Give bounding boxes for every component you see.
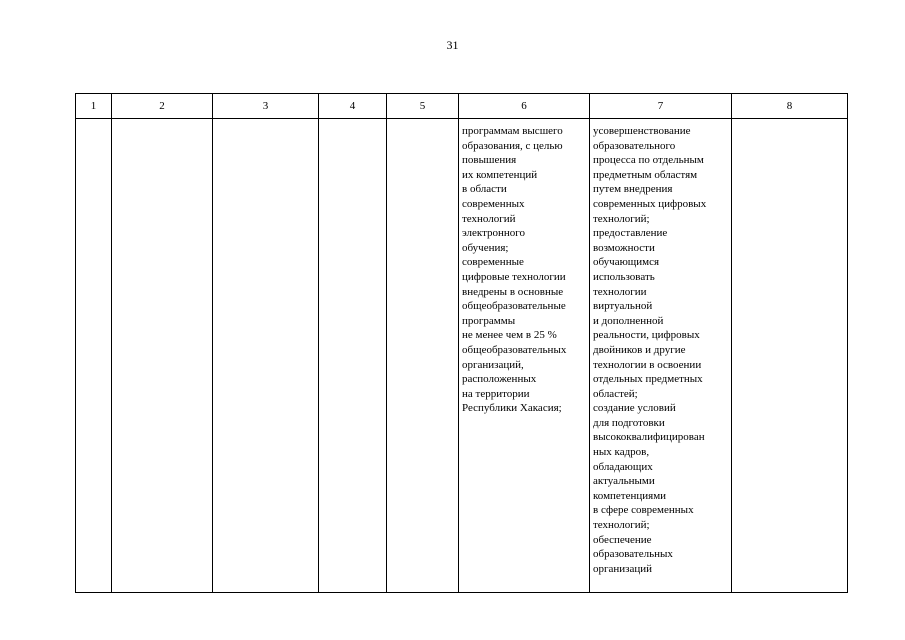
col-6-text-line: образования, с целью: [462, 139, 563, 152]
header-cell-5: 5: [387, 94, 459, 119]
cell-col-7-text: [590, 119, 731, 576]
col-6-text-line: общеобразовательные: [462, 300, 566, 313]
col-7-text-line: усовершенствование: [593, 125, 691, 137]
col-7-text-line: в сфере современных: [593, 504, 694, 517]
col-7-text-line: обладающих: [593, 460, 653, 473]
col-6-text-line: не менее чем в 25 %: [462, 329, 557, 342]
col-6-text-line: общеобразовательных: [462, 343, 567, 356]
header-cell-6: 6: [459, 94, 590, 119]
col-6-text-line: повышения: [462, 154, 517, 167]
col-7-text-line: двойников и другие: [593, 343, 686, 356]
cell-col-7: [590, 119, 732, 593]
col-7-text-line: для подготовки: [593, 416, 665, 429]
col-7-text-line: областей;: [593, 387, 638, 400]
col-7-text-line: отдельных предметных: [593, 373, 703, 386]
col-7-text-line: путем внедрения: [593, 183, 673, 196]
col-7-text-line: создание условий: [593, 402, 676, 415]
col-6-text-line: на территории: [462, 387, 530, 400]
col-7-text-line: технологий;: [593, 212, 650, 225]
col-6-text-line: современные: [462, 256, 524, 269]
cell-col-2: [112, 119, 213, 593]
table-row: [76, 119, 848, 593]
col-6-text-line: программы: [462, 314, 516, 327]
col-7-text-line: предоставление: [593, 227, 668, 240]
col-6-text-line: цифровые технологии: [462, 270, 566, 283]
cell-col-8: [732, 119, 848, 593]
col-7-text-line: современных цифровых: [593, 197, 707, 210]
col-7-text-line: компетенциями: [593, 489, 667, 502]
cell-col-6-text: [459, 119, 589, 416]
col-7-text-line: реальности, цифровых: [593, 329, 700, 342]
col-6-text-line: программам высшего: [462, 125, 563, 137]
col-7-text-line: виртуальной: [593, 300, 653, 313]
col-7-text-line: возможности: [593, 241, 655, 254]
cell-col-6: [459, 119, 590, 593]
col-6-text-line: их компетенций: [462, 168, 538, 181]
col-6-text-line: технологий: [462, 212, 516, 225]
cell-col-5: [387, 119, 459, 593]
page-number: 31: [446, 38, 459, 52]
document-table: [75, 93, 848, 593]
col-6-text-line: расположенных: [462, 373, 537, 386]
header-cell-3: 3: [213, 94, 319, 119]
col-7-text-line: процесса по отдельным: [593, 154, 704, 167]
col-6-text-line: Республики Хакасия;: [462, 402, 562, 415]
col-6-text-line: организаций,: [462, 358, 524, 371]
col-6-text-line: внедрены в основные: [462, 285, 564, 298]
header-cell-1: 1: [76, 94, 112, 119]
cell-col-1: [76, 119, 112, 593]
col-7-text-line: обучающимся: [593, 256, 660, 269]
col-7-text-line: технологии в освоении: [593, 358, 702, 371]
cell-col-3: [213, 119, 319, 593]
col-7-text-line: организаций: [593, 562, 653, 575]
col-7-text-line: технологии: [593, 285, 647, 298]
col-7-text-line: обеспечение: [593, 533, 652, 546]
col-7-text-line: образовательного: [593, 139, 676, 152]
cell-col-4: [319, 119, 387, 593]
col-6-text-line: электронного: [462, 227, 526, 240]
col-7-text-line: ных кадров,: [593, 446, 650, 459]
col-7-text-line: актуальными: [593, 475, 655, 488]
col-7-text-line: использовать: [593, 270, 655, 283]
header-cell-7: 7: [590, 94, 732, 119]
table-header-row: [76, 94, 848, 119]
col-7-text-line: предметным областям: [593, 168, 698, 181]
col-7-text-line: образовательных: [593, 548, 673, 561]
header-cell-4: 4: [319, 94, 387, 119]
col-7-text-line: технологий;: [593, 519, 650, 532]
header-cell-8: 8: [732, 94, 848, 119]
col-6-text-line: обучения;: [462, 241, 509, 254]
col-6-text-line: современных: [462, 197, 525, 210]
col-6-text-line: в области: [462, 183, 507, 196]
header-cell-2: 2: [112, 94, 213, 119]
col-7-text-line: высококвалифицирован: [593, 431, 705, 444]
col-7-text-line: и дополненной: [593, 314, 664, 327]
